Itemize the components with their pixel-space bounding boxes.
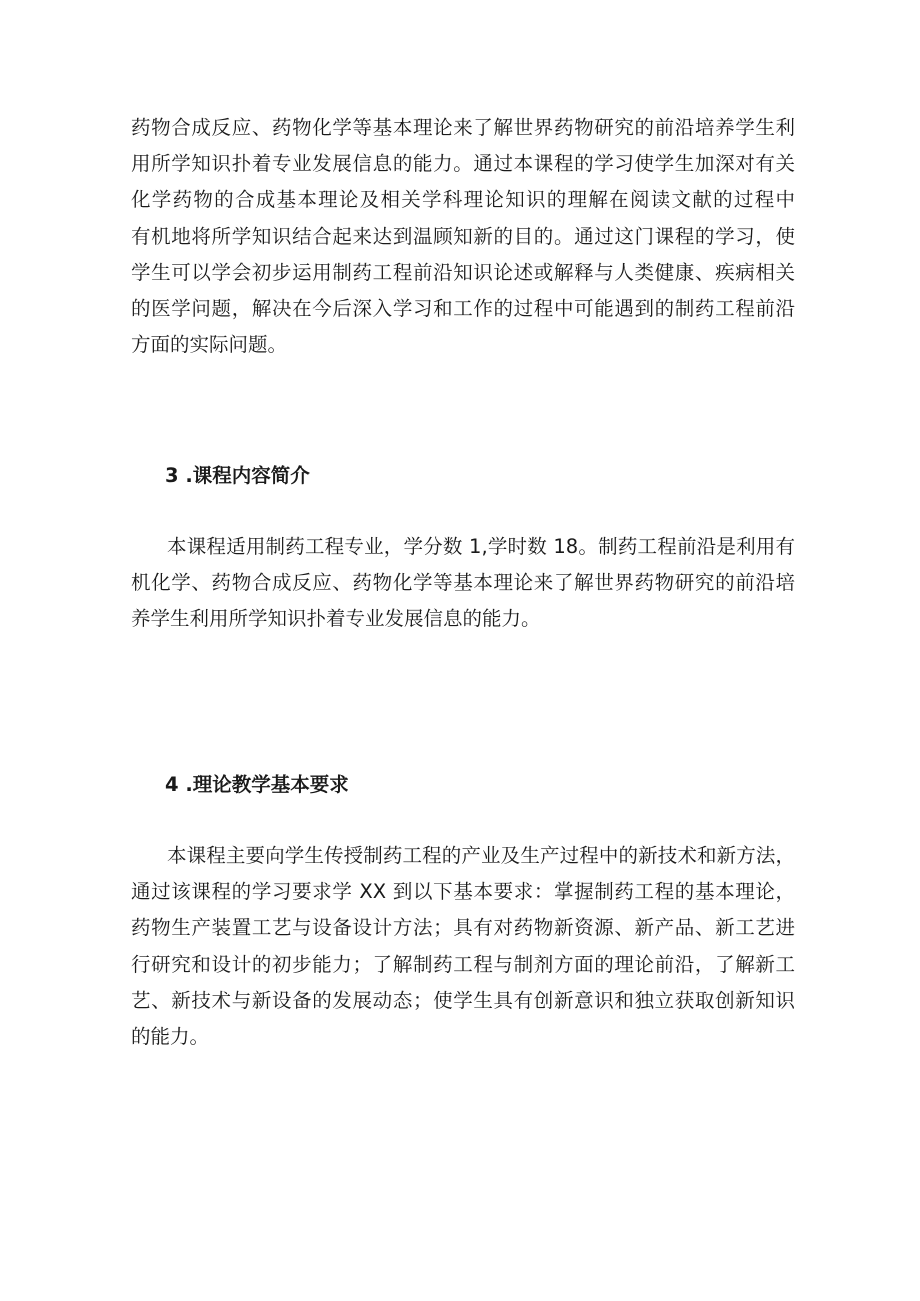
paragraph-line: 药物生产装置工艺与设备设计方法；具有对药物新资源、新产品、新工艺进	[131, 916, 795, 940]
paragraph-line: 学生可以学会初步运用制药工程前沿知识论述或解释与人类健康、疾病相关	[131, 260, 795, 284]
paragraph-line: 药物合成反应、药物化学等基本理论来了解世界药物研究的前沿培养学生利	[131, 116, 795, 139]
paragraph-line: 养学生利用所学知识扑着专业发展信息的能力。	[131, 607, 541, 631]
paragraph-line: 有机地将所学知识结合起来达到温顾知新的目的。通过这门课程的学习，使	[131, 224, 795, 248]
paragraph-line: 的医学问题，解决在今后深入学习和工作的过程中可能遇到的制药工程前沿	[131, 297, 795, 321]
paragraph-line: 本课程主要向学生传授制药工程的产业及生产过程中的新技术和新方法，	[167, 844, 795, 867]
paragraph-line: 的能力。	[131, 1025, 210, 1049]
paragraph-line: 本课程适用制药工程专业，学分数 1,学时数 18。制药工程前沿是利用有	[167, 535, 795, 558]
paragraph-line: 方面的实际问题。	[131, 333, 288, 357]
paragraph-line: 通过该课程的学习要求学 XX 到以下基本要求：掌握制药工程的基本理论，	[131, 880, 795, 904]
paragraph-line: 机化学、药物合成反应、药物化学等基本理论来了解世界药物研究的前沿培	[131, 571, 795, 595]
paragraph-line: 用所学知识扑着专业发展信息的能力。通过本课程的学习使学生加深对有关	[131, 152, 795, 176]
intro-paragraph	[131, 110, 795, 363]
section-4-heading: 4 .理论教学基本要求	[165, 773, 349, 796]
section-3-heading: 3 .课程内容简介	[165, 464, 310, 487]
section-3-paragraph	[131, 529, 795, 638]
paragraph-line: 艺、新技术与新设备的发展动态；使学生具有创新意识和独立获取创新知识	[131, 988, 795, 1012]
paragraph-line: 化学药物的合成基本理论及相关学科理论知识的理解在阅读文献的过程中	[131, 188, 795, 212]
section-4-paragraph	[131, 838, 795, 1055]
paragraph-line: 行研究和设计的初步能力；了解制药工程与制剂方面的理论前沿，了解新工	[131, 952, 795, 976]
